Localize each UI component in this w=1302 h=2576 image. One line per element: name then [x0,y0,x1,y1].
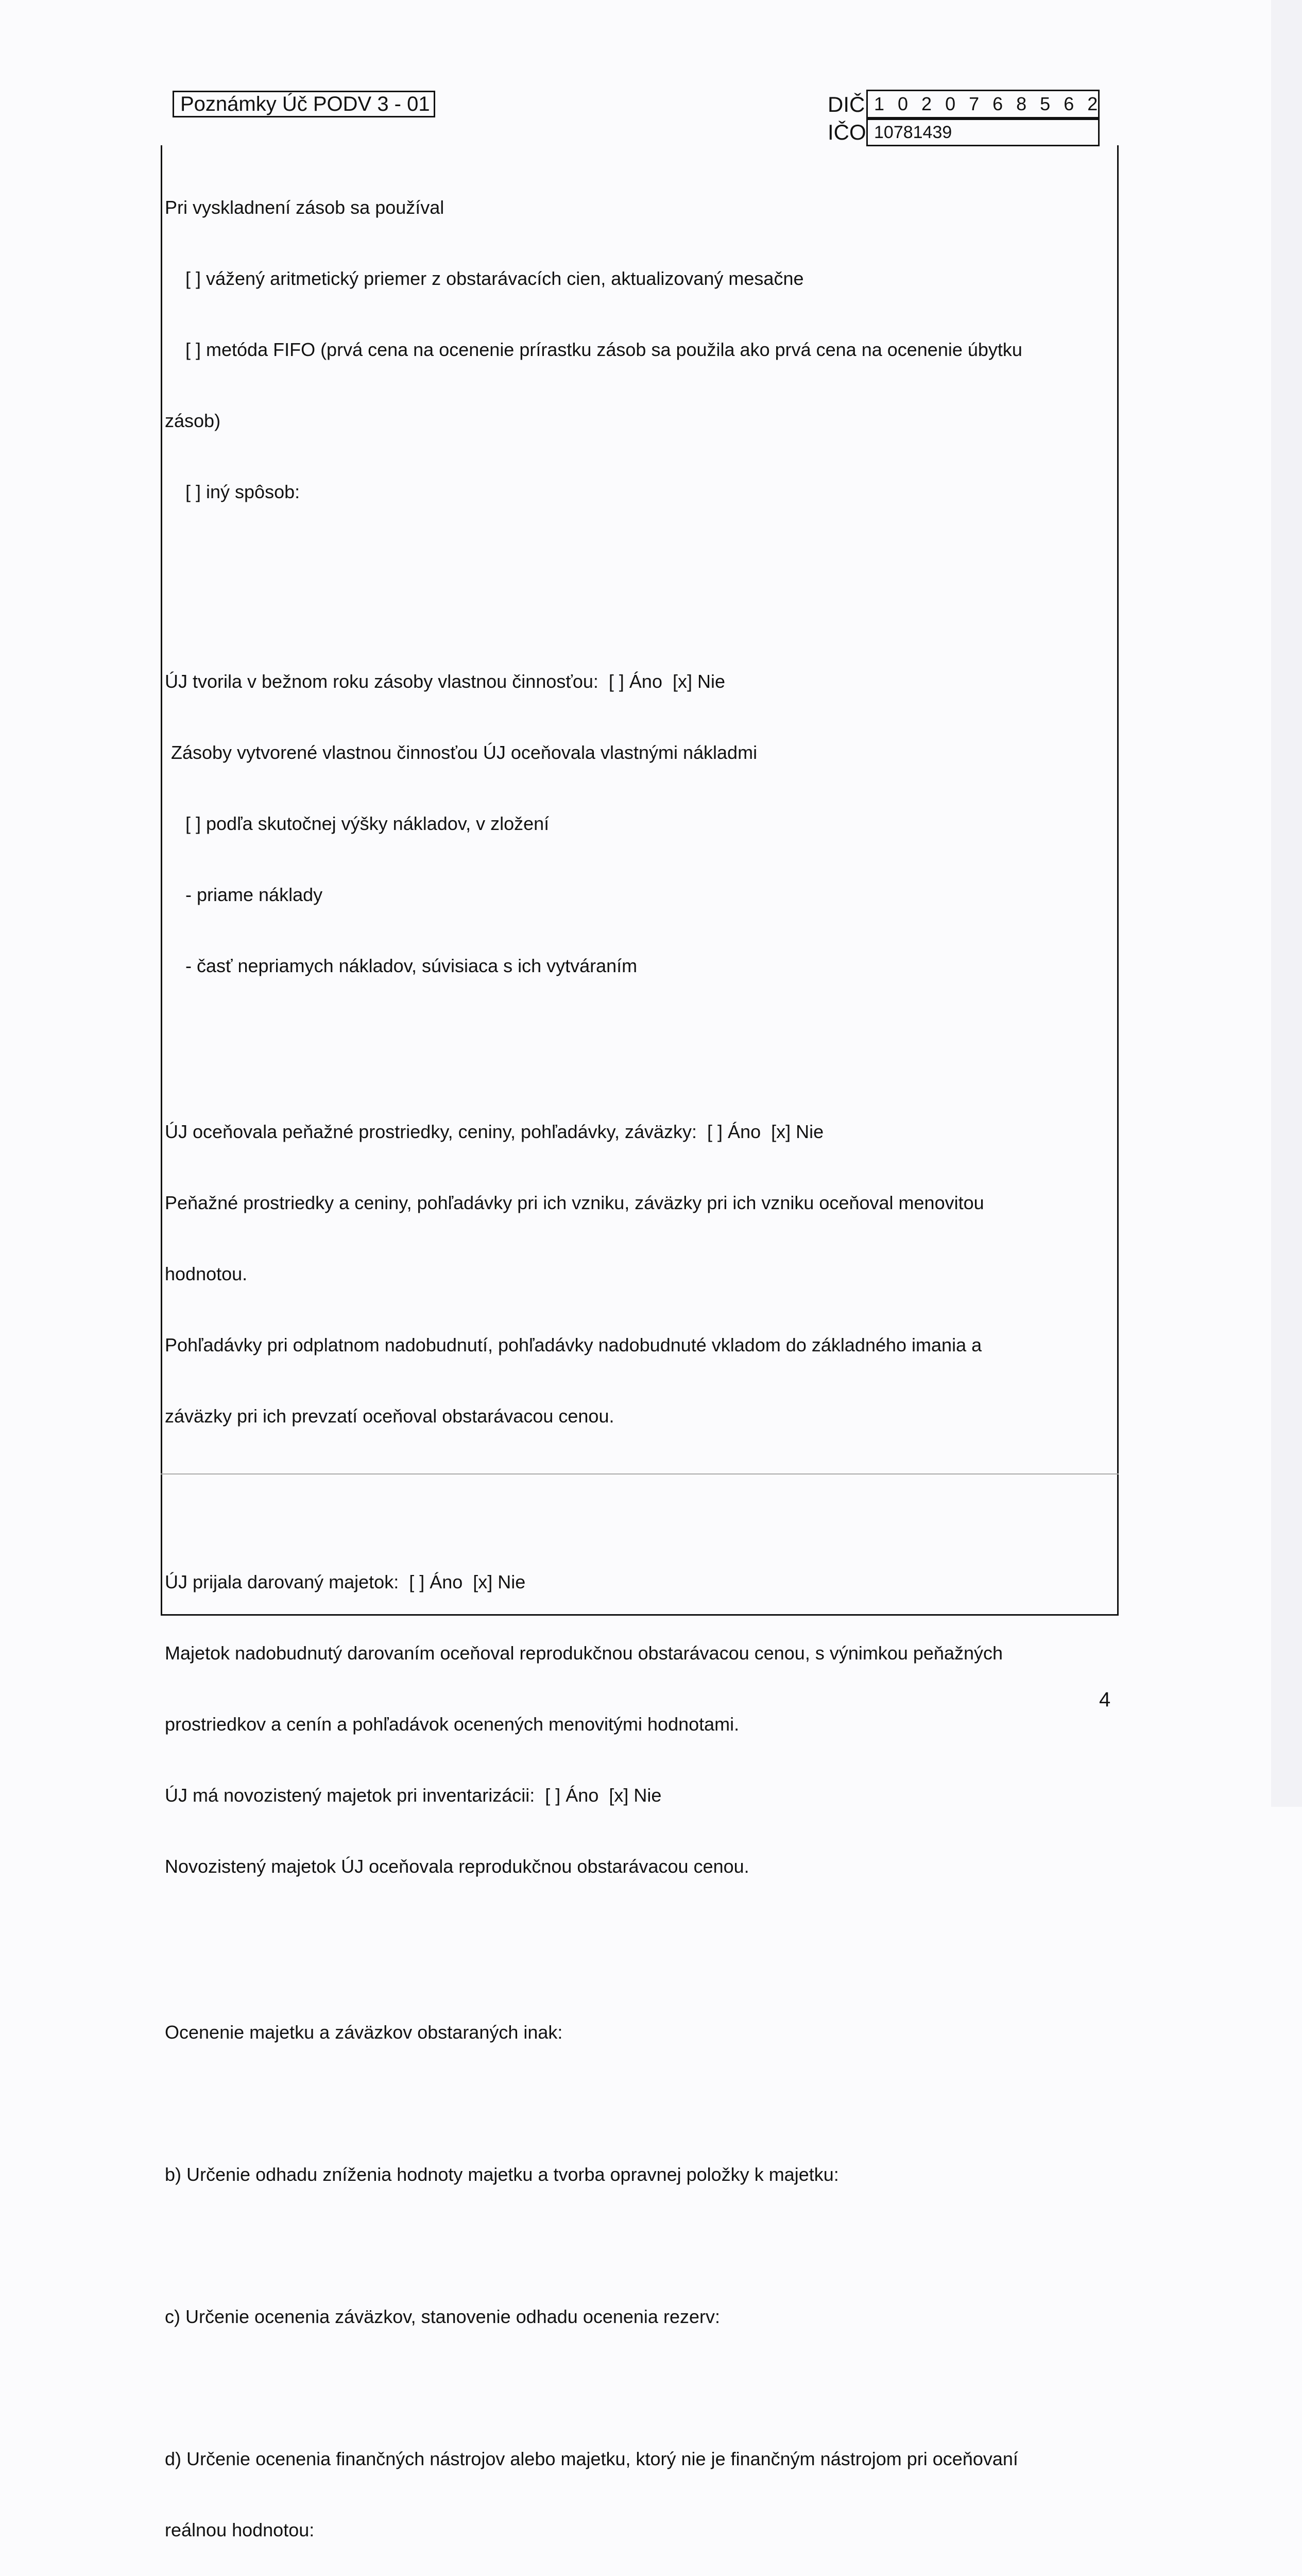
form-label: Poznámky Úč PODV 3 - 01 [173,91,435,117]
section-b: b) Určenie odhadu zníženia hodnoty majetku a tvorba opravnej položky k majetku: [165,2164,839,2185]
inventory-option-fifo-cont: zásob) [165,410,221,431]
receivables-text: Pohľadávky pri odplatnom nadobudnutí, pohľadávky nadobudnuté vkladom do základného imania a [165,1334,982,1355]
own-activity-direct-costs: - priame náklady [185,884,323,905]
dic-label: DIČ [828,92,865,116]
monetary-question: ÚJ oceňovala peňažné prostriedky, ceniny, pohľadávky, záväzky: [ ] Áno [x] Nie [165,1121,824,1142]
inventory-option-weighted-average: [ ] vážený aritmetický priemer z obstarávacích cien, aktualizovaný mesačne [185,268,804,289]
donated-text: Majetok nadobudnutý darovaním oceňoval reprodukčnou obstarávacou cenou, s výnimkou peňažných [165,1642,1003,1664]
receivables-text-cont: záväzky pri ich prevzatí oceňoval obstarávacou cenou. [165,1405,614,1427]
ico-label: IČO [828,120,866,144]
section-d-cont: reálnou hodnotou: [165,2519,315,2540]
page-number: 4 [1099,1688,1111,1711]
section-c: c) Určenie ocenenia záväzkov, stanovenie odhadu ocenenia rezerv: [165,2306,720,2327]
own-activity-question: ÚJ tvorila v bežnom roku zásoby vlastnou činnosťou: [ ] Áno [x] Nie [165,671,725,692]
ico-field: 10781439 [866,118,1100,146]
inventory-option-fifo: [ ] metóda FIFO (prvá cena na ocenenie prírastku zásob sa použila ako prvá cena na ocenenie úbytku [185,339,1022,360]
donated-question: ÚJ prijala darovaný majetok: [ ] Áno [x] Nie [165,1571,526,1592]
inventory-option-other: [ ] iný spôsob: [185,481,300,502]
monetary-text: Peňažné prostriedky a ceniny, pohľadávky pri ich vzniku, záväzky pri ich vzniku oceňoval menovitou [165,1192,984,1213]
section-d: d) Určenie ocenenia finančných nástrojov alebo majetku, ktorý nie je finančným nástrojom pri oceňovaní [165,2448,1018,2469]
inventory-title: Pri vyskladnení zásob sa používal [165,197,444,218]
monetary-text-cont: hodnotou. [165,1263,248,1284]
donated-text-cont: prostriedkov a cenín a pohľadávok ocenených menovitými hodnotami. [165,1714,740,1735]
new-assets-question: ÚJ má novozistený majetok pri inventarizácii: [ ] Áno [x] Nie [165,1785,662,1806]
scan-edge [1271,0,1302,1807]
dic-field: 1 0 2 0 7 6 8 5 6 2 [866,90,1100,118]
own-activity-option: [ ] podľa skutočnej výšky nákladov, v zložení [185,813,550,834]
own-activity-indirect-costs: - časť nepriamych nákladov, súvisiaca s ich vytváraním [185,955,638,976]
notes-content [165,148,1115,2576]
other-acquisition-title: Ocenenie majetku a záväzkov obstaraných inak: [165,2022,563,2043]
own-activity-valuation: Zásoby vytvorené vlastnou činnosťou ÚJ oceňovala vlastnými nákladmi [171,742,758,763]
new-assets-text: Novozistený majetok ÚJ oceňovala reprodukčnou obstarávacou cenou. [165,1856,749,1877]
